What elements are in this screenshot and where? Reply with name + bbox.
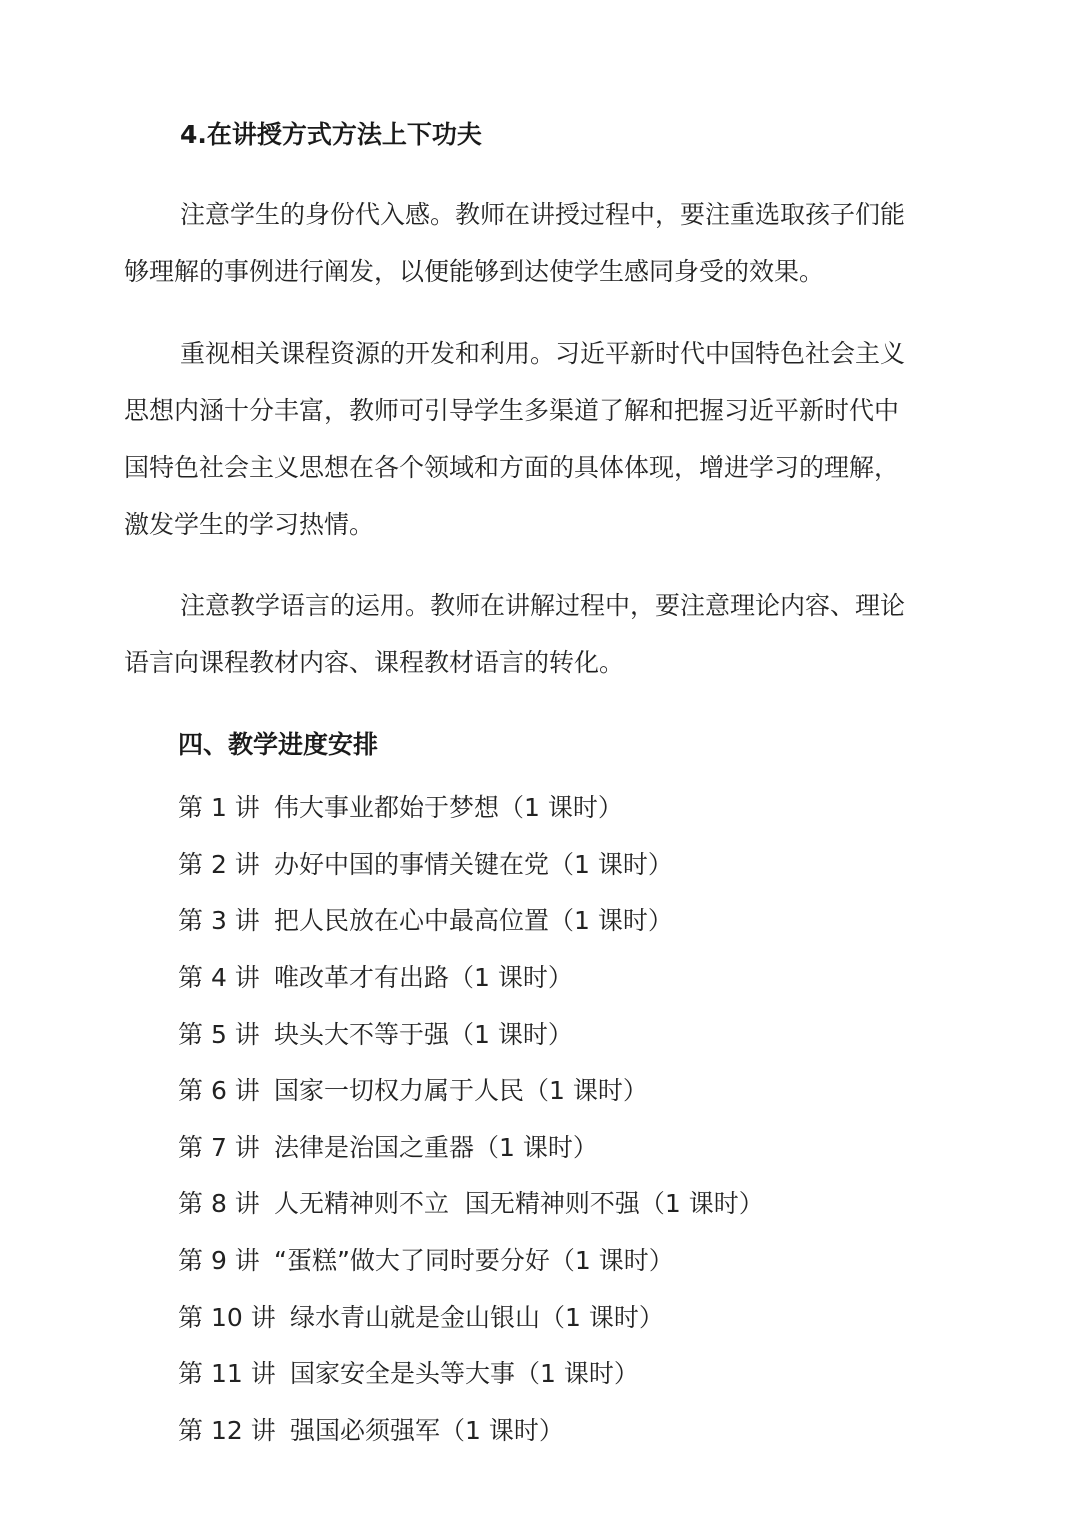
lecture-hours: （1 课时）: [449, 1019, 573, 1049]
paragraph-line: 重视相关课程资源的开发和利用。习近平新时代中国特色社会主义: [180, 339, 906, 368]
list-item: [178, 1118, 978, 1175]
lecture-title: 块头大不等于强: [274, 1019, 450, 1049]
list-item: [178, 948, 978, 1005]
list-item: [178, 1344, 978, 1401]
lecture-hours: （1 课时）: [474, 1132, 598, 1162]
list-item: [178, 1287, 978, 1344]
lecture-number: 第 6 讲: [178, 1076, 260, 1106]
paragraph-line: 国特色社会主义思想在各个领域和方面的具体体现，增进学习的理解，: [124, 453, 900, 482]
lecture-number: 第 4 讲: [178, 963, 260, 993]
list-item: [178, 835, 978, 892]
paragraph-line: 激发学生的学习热情。: [124, 510, 375, 539]
paragraph-teaching-language: [124, 577, 964, 691]
list-item: [178, 1231, 978, 1288]
lecture-title: 国家安全是头等大事: [290, 1359, 516, 1389]
lecture-hours: （1 课时）: [540, 1302, 664, 1332]
lecture-title: 国家一切权力属于人民: [274, 1076, 525, 1106]
lecture-number: 第 8 讲: [178, 1189, 260, 1219]
list-item: [178, 891, 978, 948]
lecture-number: 第 1 讲: [178, 793, 260, 823]
lecture-title: 唯改革才有出路: [274, 963, 450, 993]
paragraph-line: 注意学生的身份代入感。教师在讲授过程中，要注重选取孩子们能: [180, 200, 906, 229]
lecture-hours: （1 课时）: [549, 1246, 674, 1276]
lecture-hours: （1 课时）: [524, 1076, 648, 1106]
lecture-hours: （1 课时）: [639, 1189, 764, 1219]
lecture-number: 第 5 讲: [178, 1019, 260, 1049]
list-item: [178, 778, 978, 835]
lecture-number: 第 2 讲: [178, 849, 260, 879]
lecture-hours: （1 课时）: [515, 1359, 639, 1389]
paragraph-line: 够理解的事例进行阐发，以便能够到达使学生感同身受的效果。: [124, 257, 825, 286]
lecture-title: 把人民放在心中最高位置: [274, 906, 550, 936]
lecture-hours: （1 课时）: [549, 906, 673, 936]
lecture-title: 法律是治国之重器: [274, 1132, 475, 1162]
list-item: [178, 1061, 978, 1118]
list-item: [178, 1004, 978, 1061]
paragraph-line: 注意教学语言的运用。教师在讲解过程中，要注意理论内容、理论: [180, 591, 906, 620]
section-heading-schedule: 四、教学进度安排: [178, 730, 379, 759]
list-item: [178, 1401, 978, 1458]
lecture-hours: （1 课时）: [499, 793, 623, 823]
lecture-number: 第 9 讲: [178, 1246, 260, 1276]
lecture-schedule-list: [178, 778, 978, 1457]
lecture-title: “蛋糕”做大了同时要分好: [274, 1246, 550, 1276]
paragraph-course-resources: [124, 325, 964, 553]
paragraph-line: 语言向课程教材内容、课程教材语言的转化。: [124, 648, 625, 677]
lecture-number: 第 3 讲: [178, 906, 260, 936]
section-heading-teaching-methods: 4.在讲授方式方法上下功夫: [180, 120, 482, 149]
lecture-hours: （1 课时）: [440, 1415, 564, 1445]
paragraph-line: 思想内涵十分丰富，教师可引导学生多渠道了解和把握习近平新时代中: [124, 396, 900, 425]
lecture-title: 绿水青山就是金山银山: [290, 1302, 541, 1332]
lecture-hours: （1 课时）: [549, 849, 673, 879]
lecture-number: 第 10 讲: [178, 1302, 276, 1332]
lecture-title: 人无精神则不立 国无精神则不强: [274, 1189, 640, 1219]
lecture-number: 第 7 讲: [178, 1132, 260, 1162]
lecture-title: 办好中国的事情关键在党: [274, 849, 550, 879]
lecture-title: 强国必须强军: [290, 1415, 441, 1445]
lecture-hours: （1 课时）: [449, 963, 573, 993]
lecture-title: 伟大事业都始于梦想: [274, 793, 500, 823]
list-item: [178, 1174, 978, 1231]
lecture-number: 第 11 讲: [178, 1359, 276, 1389]
paragraph-student-identity: [124, 186, 964, 300]
lecture-number: 第 12 讲: [178, 1415, 276, 1445]
